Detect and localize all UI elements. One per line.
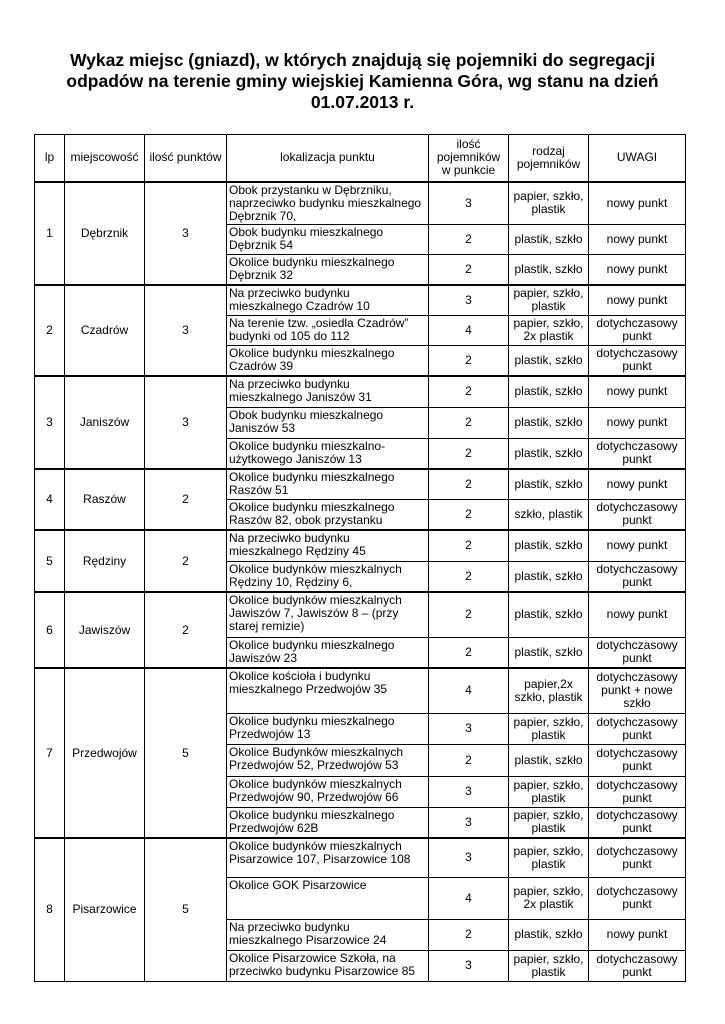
cell-location: Okolice budynku mieszkalnego Czadrów 39: [227, 345, 429, 376]
cell-location: Okolice budynku mieszkalno-użytkowego Janiszów 13: [227, 438, 429, 469]
cell-type: plastik, szkło: [509, 469, 589, 499]
cell-note: nowy punkt: [589, 407, 686, 438]
cell-count: 2: [429, 376, 509, 407]
cell-note: dotychczasowy punkt: [589, 776, 686, 807]
cell-type: szkło, plastik: [509, 499, 589, 530]
header-lp: lp: [35, 135, 65, 182]
cell-location: Na przeciwko budynku mieszkalnego Janiszów 31: [227, 376, 429, 407]
cell-lp: 7: [35, 668, 65, 838]
cell-type: papier, szkło, plastik: [509, 713, 589, 744]
cell-location: Okolice budynku mieszkalnego Przedwojów 13: [227, 713, 429, 744]
cell-note: dotychczasowy punkt: [589, 438, 686, 469]
cell-note: dotychczasowy punkt + nowe szkło: [589, 668, 686, 713]
cell-location: Okolice Pisarzowice Szkoła, na przeciwko budynku Pisarzowice 85: [227, 950, 429, 981]
cell-location: Obok budynku mieszkalnego Janiszów 53: [227, 407, 429, 438]
cell-note: dotychczasowy punkt: [589, 315, 686, 345]
table-row: [35, 838, 686, 877]
cell-count: 3: [429, 838, 509, 877]
cell-location: Okolice budynku mieszkalnego Raszów 51: [227, 469, 429, 499]
cell-count: 2: [429, 744, 509, 776]
cell-type: papier,2x szkło, plastik: [509, 668, 589, 713]
table-row: [35, 592, 686, 637]
cell-count: 3: [429, 182, 509, 225]
cell-lp: 6: [35, 592, 65, 668]
cell-count: 2: [429, 224, 509, 254]
cell-note: nowy punkt: [589, 919, 686, 950]
header-town: miejscowość: [65, 135, 145, 182]
cell-count: 2: [429, 499, 509, 530]
cell-note: dotychczasowy punkt: [589, 877, 686, 919]
cell-lp: 5: [35, 530, 65, 592]
cell-type: plastik, szkło: [509, 530, 589, 561]
cell-type: plastik, szkło: [509, 637, 589, 668]
cell-location: Okolice budynków mieszkalnych Jawiszów 7, Jawiszów 8 – (przy starej remizie): [227, 592, 429, 637]
cell-count: 2: [429, 919, 509, 950]
cell-count: 3: [429, 950, 509, 981]
cell-type: plastik, szkło: [509, 407, 589, 438]
cell-town: Rędziny: [65, 530, 145, 592]
cell-type: plastik, szkło: [509, 345, 589, 376]
cell-location: Na przeciwko budynku mieszkalnego Pisarzowice 24: [227, 919, 429, 950]
header-count: ilość pojemników w punkcie: [429, 135, 509, 182]
page-title: Wykaz miejsc (gniazd), w których znajdują się pojemniki do segregacji odpadów na terenie gminy wiejskiej Kamienna Góra, wg stanu na dzień 01.07.2013 r.: [66, 50, 659, 112]
cell-town: Janiszów: [65, 376, 145, 469]
cell-count: 2: [429, 592, 509, 637]
cell-town: Jawiszów: [65, 592, 145, 668]
cell-count: 2: [429, 345, 509, 376]
cell-count: 2: [429, 561, 509, 592]
cell-type: plastik, szkło: [509, 254, 589, 285]
cell-note: dotychczasowy punkt: [589, 345, 686, 376]
table-row: [35, 668, 686, 713]
cell-location: Na przeciwko budynku mieszkalnego Rędziny 45: [227, 530, 429, 561]
table-row: [35, 182, 686, 225]
cell-count: 2: [429, 438, 509, 469]
cell-location: Okolice GOK Pisarzowice: [227, 877, 429, 919]
cell-type: papier, szkło, plastik: [509, 182, 589, 225]
cell-count: 2: [429, 637, 509, 668]
cell-type: papier, szkło, plastik: [509, 807, 589, 838]
table-row: [35, 376, 686, 407]
header-points: ilość punktów: [145, 135, 227, 182]
cell-type: plastik, szkło: [509, 744, 589, 776]
cell-type: plastik, szkło: [509, 224, 589, 254]
cell-points: 3: [145, 285, 227, 376]
cell-note: dotychczasowy punkt: [589, 950, 686, 981]
cell-location: Na terenie tzw. „osiedla Czadrów” budynki od 105 do 112: [227, 315, 429, 345]
cell-location: Okolice budynków mieszkalnych Przedwojów 90, Przedwojów 66: [227, 776, 429, 807]
cell-location: Okolice budynków mieszkalnych Pisarzowice 107, Pisarzowice 108: [227, 838, 429, 877]
cell-type: papier, szkło, plastik: [509, 776, 589, 807]
cell-points: 5: [145, 838, 227, 981]
cell-type: papier, szkło, plastik: [509, 838, 589, 877]
cell-note: dotychczasowy punkt: [589, 561, 686, 592]
cell-note: dotychczasowy punkt: [589, 499, 686, 530]
cell-type: plastik, szkło: [509, 919, 589, 950]
cell-lp: 4: [35, 469, 65, 530]
cell-location: Okolice Budynków mieszkalnych Przedwojów 52, Przedwojów 53: [227, 744, 429, 776]
cell-count: 3: [429, 713, 509, 744]
cell-note: dotychczasowy punkt: [589, 838, 686, 877]
cell-town: Raszów: [65, 469, 145, 530]
cell-location: Obok przystanku w Dębrzniku, naprzeciwko budynku mieszkalnego Dębrznik 70,: [227, 182, 429, 225]
cell-count: 3: [429, 776, 509, 807]
cell-town: Pisarzowice: [65, 838, 145, 981]
cell-points: 5: [145, 668, 227, 838]
cell-location: Okolice budynku mieszkalnego Dębrznik 32: [227, 254, 429, 285]
table-row: [35, 285, 686, 315]
cell-type: plastik, szkło: [509, 561, 589, 592]
cell-type: papier, szkło, plastik: [509, 285, 589, 315]
cell-count: 2: [429, 407, 509, 438]
cell-type: papier, szkło, 2x plastik: [509, 877, 589, 919]
cell-count: 3: [429, 285, 509, 315]
cell-location: Obok budynku mieszkalnego Dębrznik 54: [227, 224, 429, 254]
cell-town: Czadrów: [65, 285, 145, 376]
cell-count: 2: [429, 530, 509, 561]
cell-location: Okolice kościoła i budynku mieszkalnego Przedwojów 35: [227, 668, 429, 713]
cell-points: 2: [145, 592, 227, 668]
header-type: rodzaj pojemników: [509, 135, 589, 182]
cell-note: nowy punkt: [589, 376, 686, 407]
cell-lp: 1: [35, 182, 65, 286]
points-table: [34, 134, 686, 982]
cell-count: 4: [429, 877, 509, 919]
cell-points: 3: [145, 182, 227, 286]
cell-note: dotychczasowy punkt: [589, 744, 686, 776]
cell-type: plastik, szkło: [509, 592, 589, 637]
cell-note: nowy punkt: [589, 469, 686, 499]
cell-count: 4: [429, 668, 509, 713]
cell-lp: 3: [35, 376, 65, 469]
cell-town: Przedwojów: [65, 668, 145, 838]
cell-points: 3: [145, 376, 227, 469]
cell-lp: 8: [35, 838, 65, 981]
header-notes: UWAGI: [589, 135, 686, 182]
cell-count: 2: [429, 469, 509, 499]
cell-location: Okolice budynku mieszkalnego Przedwojów 62B: [227, 807, 429, 838]
cell-type: plastik, szkło: [509, 376, 589, 407]
cell-note: nowy punkt: [589, 285, 686, 315]
header-location: lokalizacja punktu: [227, 135, 429, 182]
table-row: [35, 469, 686, 499]
cell-lp: 2: [35, 285, 65, 376]
cell-location: Okolice budynków mieszkalnych Rędziny 10, Rędziny 6,: [227, 561, 429, 592]
cell-town: Dębrznik: [65, 182, 145, 286]
cell-note: nowy punkt: [589, 224, 686, 254]
cell-note: nowy punkt: [589, 254, 686, 285]
cell-type: plastik, szkło: [509, 438, 589, 469]
cell-count: 4: [429, 315, 509, 345]
cell-type: papier, szkło, 2x plastik: [509, 315, 589, 345]
cell-location: Okolice budynku mieszkalnego Jawiszów 23: [227, 637, 429, 668]
table-row: [35, 530, 686, 561]
cell-note: dotychczasowy punkt: [589, 637, 686, 668]
cell-note: nowy punkt: [589, 530, 686, 561]
cell-note: dotychczasowy punkt: [589, 807, 686, 838]
cell-location: Okolice budynku mieszkalnego Raszów 82, obok przystanku: [227, 499, 429, 530]
cell-count: 2: [429, 254, 509, 285]
cell-points: 2: [145, 530, 227, 592]
table-body: [35, 182, 686, 982]
cell-type: papier, szkło, plastik: [509, 950, 589, 981]
cell-note: nowy punkt: [589, 592, 686, 637]
cell-note: nowy punkt: [589, 182, 686, 225]
cell-points: 2: [145, 469, 227, 530]
cell-count: 3: [429, 807, 509, 838]
cell-location: Na przeciwko budynku mieszkalnego Czadrów 10: [227, 285, 429, 315]
cell-note: dotychczasowy punkt: [589, 713, 686, 744]
